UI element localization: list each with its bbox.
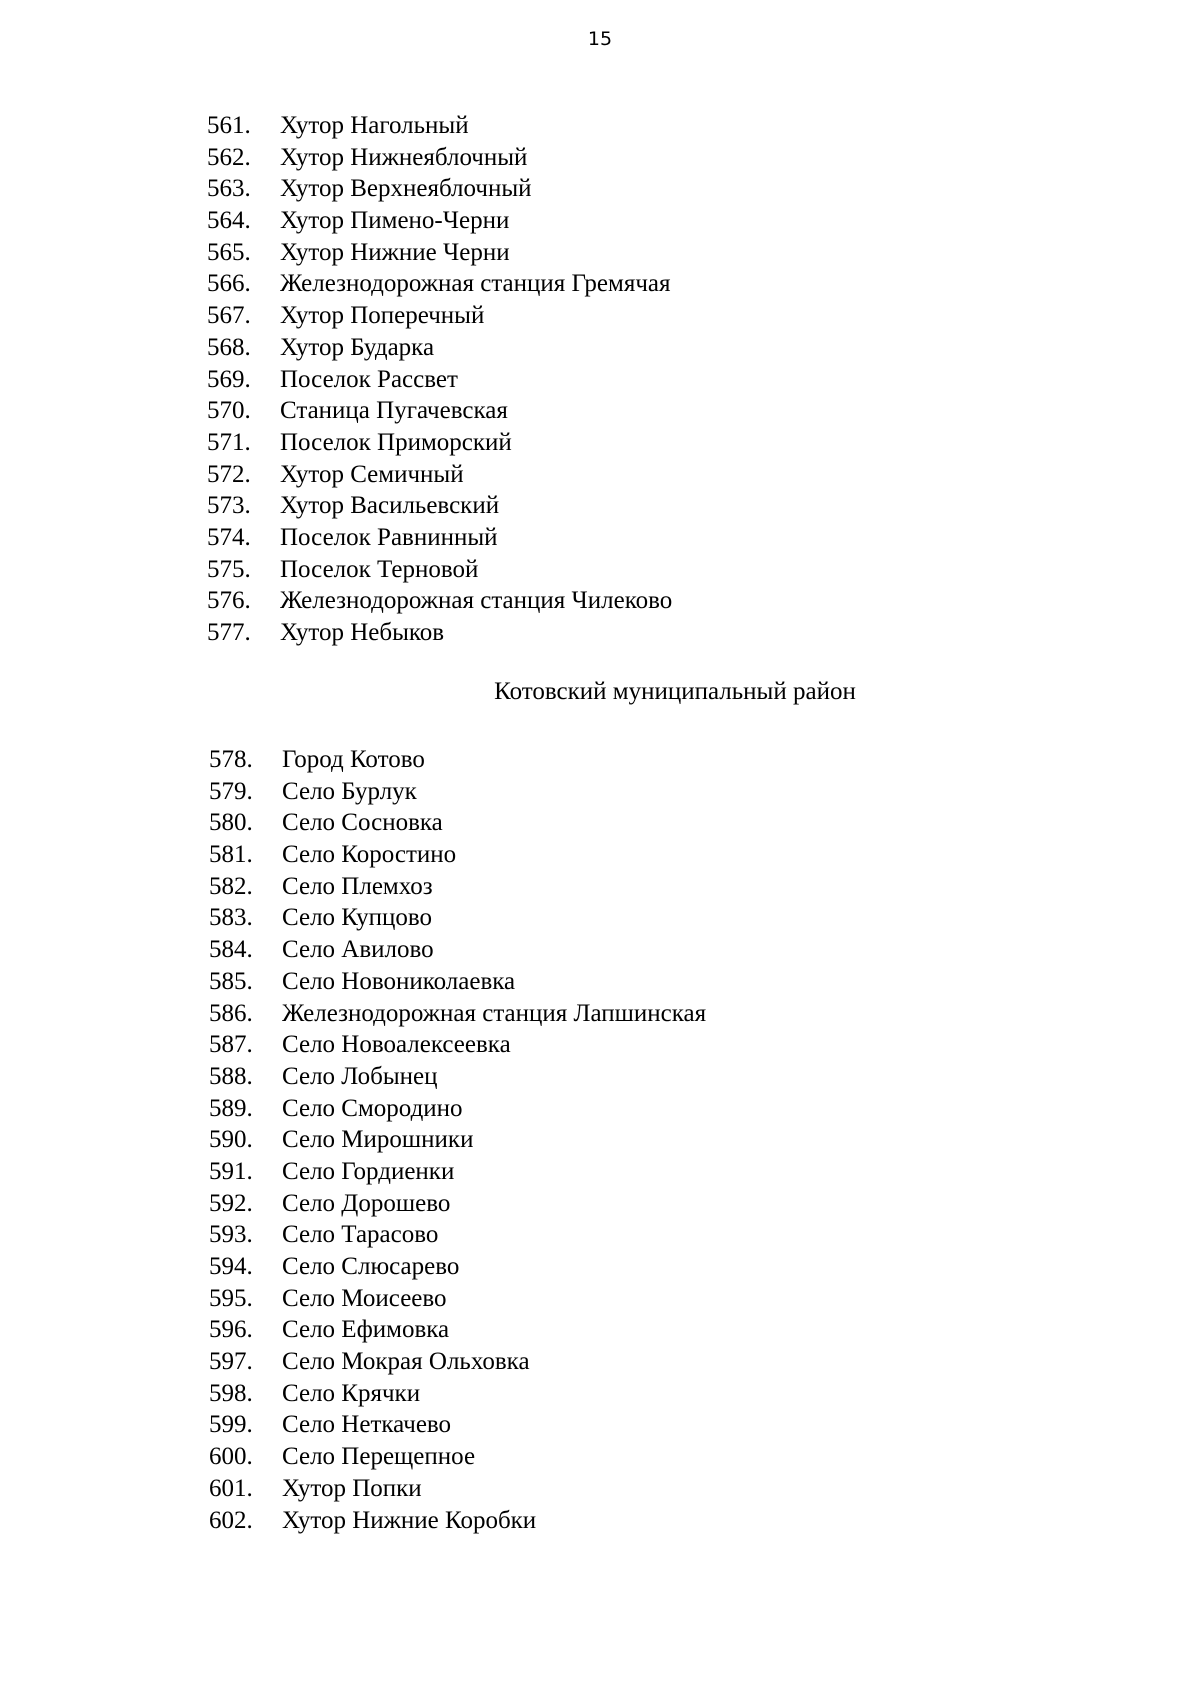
- list-item: [209, 1156, 1109, 1188]
- settlement-name: Хутор Нагольный: [280, 112, 469, 139]
- item-number: 580.: [209, 809, 253, 837]
- item-number: 576.: [207, 587, 251, 615]
- list-item: [209, 1188, 1109, 1220]
- settlement-name: Поселок Равнинный: [280, 523, 498, 551]
- list-item: [207, 427, 1107, 459]
- settlement-name: Село Ефимовка: [282, 1316, 450, 1344]
- list-item: [207, 554, 1107, 586]
- list-item: [209, 839, 1109, 871]
- item-number: 588.: [209, 1062, 253, 1090]
- list-item: [209, 1346, 1109, 1378]
- list-item: [209, 1283, 1109, 1315]
- settlement-list-kotovsky-district: [209, 744, 1109, 1536]
- settlement-name: Село Неткачево: [282, 1411, 452, 1439]
- item-number: 579.: [209, 777, 253, 805]
- item-number: 561.: [207, 112, 251, 139]
- settlement-name: Поселок Рассвет: [280, 365, 458, 393]
- settlement-name: Село Мокрая Ольховка: [282, 1348, 530, 1376]
- item-number: 595.: [209, 1284, 253, 1312]
- settlement-name: Село Мирошники: [282, 1126, 474, 1154]
- list-item: [207, 332, 1107, 364]
- settlement-name: Село Тарасово: [282, 1221, 439, 1249]
- district-heading: Котовский муниципальный район: [494, 678, 856, 705]
- item-number: 590.: [209, 1126, 253, 1154]
- settlement-name: Село Крячки: [282, 1379, 421, 1407]
- item-number: 586.: [209, 999, 253, 1027]
- settlement-name: Железнодорожная станция Лапшинская: [282, 999, 707, 1027]
- item-number: 571.: [207, 428, 251, 456]
- settlement-name: Село Лобынец: [282, 1062, 438, 1090]
- settlement-name: Станица Пугачевская: [280, 397, 508, 425]
- list-item: [207, 395, 1107, 427]
- list-item: [207, 490, 1107, 522]
- item-number: 600.: [209, 1443, 253, 1471]
- item-number: 575.: [207, 555, 251, 583]
- item-number: 589.: [209, 1094, 253, 1122]
- item-number: 568.: [207, 333, 251, 361]
- list-item: [209, 1124, 1109, 1156]
- item-number: 602.: [209, 1506, 253, 1534]
- list-item: [207, 205, 1107, 237]
- settlement-name: Село Авилово: [282, 936, 434, 964]
- item-number: 585.: [209, 967, 253, 995]
- list-item: [209, 1473, 1109, 1505]
- settlement-name: Село Слюсарево: [282, 1253, 460, 1280]
- list-item: [207, 300, 1107, 332]
- item-number: 598.: [209, 1379, 253, 1407]
- settlement-name: Село Купцово: [282, 904, 432, 932]
- item-number: 565.: [207, 238, 251, 266]
- item-number: 599.: [209, 1411, 253, 1439]
- list-item: [209, 934, 1109, 966]
- list-item: [207, 522, 1107, 554]
- item-number: 563.: [207, 175, 251, 203]
- list-item: [209, 966, 1109, 998]
- list-item: [207, 237, 1107, 269]
- settlement-name: Село Сосновка: [282, 809, 443, 837]
- item-number: 581.: [209, 841, 253, 869]
- list-item: [209, 776, 1109, 808]
- list-item: [209, 807, 1109, 839]
- item-number: 583.: [209, 904, 253, 932]
- list-item: [207, 364, 1107, 396]
- list-item: [207, 585, 1107, 617]
- settlement-name: Хутор Нижнеяблочный: [280, 143, 528, 171]
- list-item: [209, 1441, 1109, 1473]
- settlement-name: Село Перещепное: [282, 1443, 476, 1471]
- item-number: 570.: [207, 397, 251, 425]
- list-item: [207, 268, 1107, 300]
- list-item: [209, 1505, 1109, 1537]
- settlement-name: Поселок Приморский: [280, 428, 512, 456]
- item-number: 569.: [207, 365, 251, 393]
- item-number: 567.: [207, 302, 251, 330]
- settlement-name: Село Дорошево: [282, 1189, 451, 1217]
- settlement-name: Хутор Нижние Коробки: [282, 1506, 537, 1534]
- list-item: [207, 617, 1107, 649]
- settlement-name: Село Новоалексеевка: [282, 1031, 511, 1059]
- page-number: 15: [587, 28, 613, 50]
- list-item: [209, 1219, 1109, 1251]
- item-number: 601.: [209, 1474, 253, 1502]
- list-item: [209, 1093, 1109, 1125]
- item-number: 597.: [209, 1348, 253, 1376]
- item-number: 578.: [209, 746, 253, 773]
- item-number: 584.: [209, 936, 253, 964]
- item-number: 592.: [209, 1189, 253, 1217]
- list-item: [209, 1061, 1109, 1093]
- item-number: 564.: [207, 207, 251, 235]
- settlement-name: Село Смородино: [282, 1094, 463, 1122]
- item-number: 572.: [207, 460, 251, 488]
- list-item: [207, 459, 1107, 491]
- list-item: [209, 998, 1109, 1030]
- list-item: [207, 173, 1107, 205]
- settlement-name: Хутор Семичный: [280, 460, 464, 488]
- list-item: [209, 1314, 1109, 1346]
- item-number: 573.: [207, 492, 251, 520]
- list-item: [209, 871, 1109, 903]
- list-item: [207, 110, 1107, 142]
- settlement-name: Село Коростино: [282, 841, 457, 869]
- item-number: 562.: [207, 143, 251, 171]
- settlement-name: Село Бурлук: [282, 777, 417, 805]
- settlement-name: Хутор Поперечный: [280, 302, 485, 330]
- item-number: 591.: [209, 1157, 253, 1185]
- list-item: [209, 1409, 1109, 1441]
- item-number: 566.: [207, 270, 251, 298]
- settlement-name: Хутор Верхнеяблочный: [280, 175, 532, 203]
- list-item: [209, 1378, 1109, 1410]
- list-item: [209, 1029, 1109, 1061]
- list-item: [207, 142, 1107, 174]
- settlement-name: Село Племхоз: [282, 872, 433, 900]
- item-number: 574.: [207, 523, 251, 551]
- settlement-name: Хутор Васильевский: [280, 492, 500, 520]
- settlement-list-previous-district: [207, 110, 1107, 649]
- item-number: 577.: [207, 619, 251, 646]
- list-item: [209, 902, 1109, 934]
- settlement-name: Село Новониколаевка: [282, 967, 516, 995]
- settlement-name: Село Гордиенки: [282, 1157, 455, 1185]
- settlement-name: Хутор Бударка: [280, 333, 435, 361]
- settlement-name: Город Котово: [282, 746, 425, 773]
- settlement-name: Хутор Нижние Черни: [280, 238, 510, 266]
- item-number: 582.: [209, 872, 253, 900]
- list-item: [209, 1251, 1109, 1283]
- settlement-name: Железнодорожная станция Гремячая: [280, 270, 671, 298]
- settlement-name: Село Моисеево: [282, 1284, 447, 1312]
- settlement-name: Хутор Попки: [282, 1474, 422, 1502]
- settlement-name: Хутор Небыков: [280, 619, 445, 646]
- list-item: [209, 744, 1109, 776]
- settlement-name: Поселок Терновой: [280, 555, 479, 583]
- item-number: 596.: [209, 1316, 253, 1344]
- item-number: 587.: [209, 1031, 253, 1059]
- settlement-name: Хутор Пимено-Черни: [280, 207, 510, 235]
- settlement-name: Железнодорожная станция Чилеково: [280, 587, 673, 615]
- item-number: 594.: [209, 1253, 253, 1280]
- item-number: 593.: [209, 1221, 253, 1249]
